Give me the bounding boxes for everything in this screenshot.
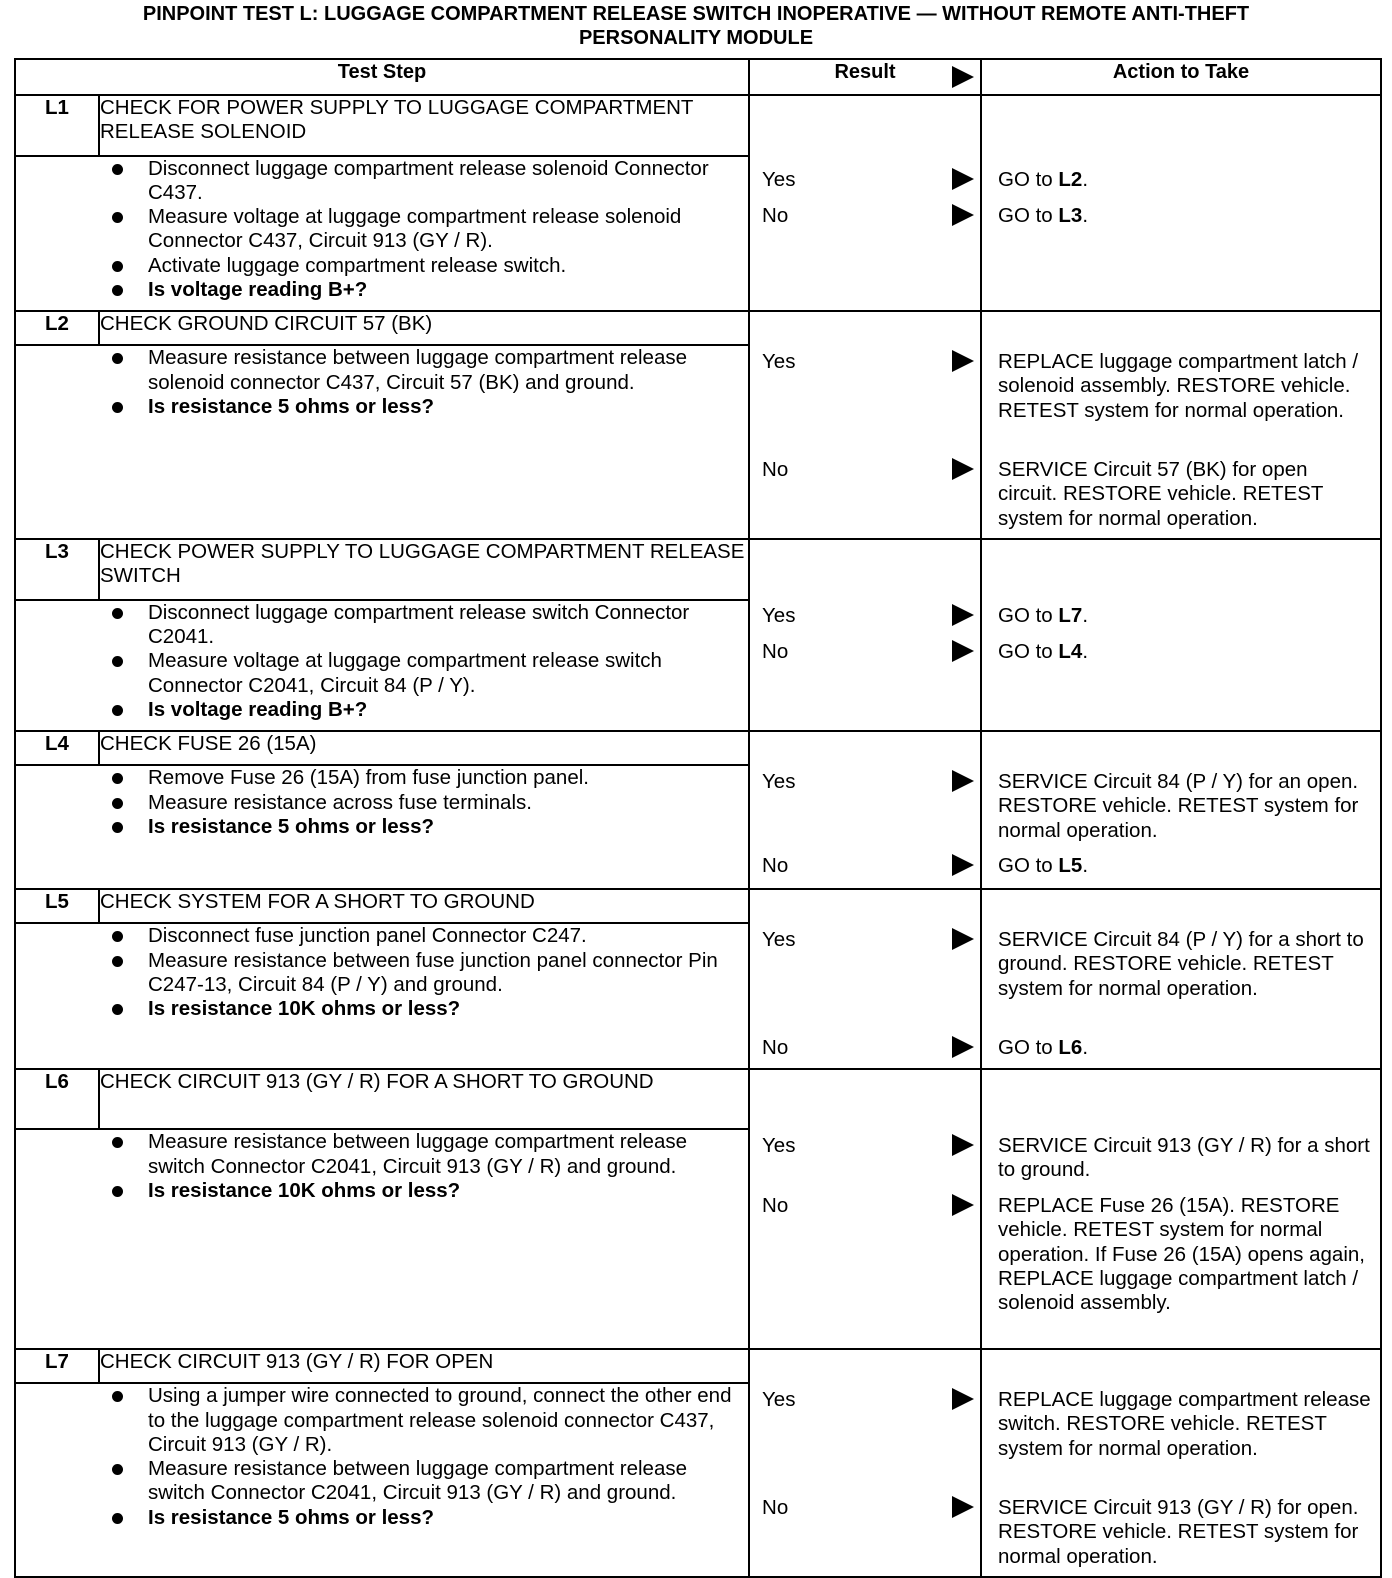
action-text [982, 1036, 1380, 1060]
arrow-right-icon [952, 928, 974, 950]
step-question: Is resistance 10K ohms or less? [56, 997, 748, 1021]
result-no [750, 204, 980, 228]
step-bullet: Remove Fuse 26 (15A) from fuse junction panel. [56, 766, 748, 790]
action-instruction: SERVICE Circuit 84 (P / Y) for an open. RESTORE vehicle. RETEST system for normal operation. [998, 770, 1359, 842]
action-instruction: GO to [998, 168, 1059, 191]
step-bullet: Measure voltage at luggage compartment release solenoid Connector C437, Circuit 913 (GY / R). [56, 205, 748, 254]
action-step-ref: L5 [1058, 854, 1083, 877]
title-line-1: PINPOINT TEST L: LUGGAGE COMPARTMENT RELEASE SWITCH INOPERATIVE — WITHOUT REMOTE ANTI-THEFT [142, 3, 1250, 25]
result-list [750, 1350, 980, 1576]
action-tail: . [1082, 168, 1089, 191]
action-instruction: GO to [998, 1036, 1059, 1059]
title-line-2: PERSONALITY MODULE [578, 27, 814, 49]
step-title: CHECK CIRCUIT 913 (GY / R) FOR OPEN [99, 1349, 749, 1383]
arrow-right-icon [952, 640, 974, 662]
action-instruction: GO to [998, 640, 1059, 663]
step-bullets [16, 157, 748, 303]
arrow-right-icon [952, 458, 974, 480]
result-yes [750, 770, 980, 794]
arrow-right-icon [952, 1194, 974, 1216]
result-yes [750, 168, 980, 192]
action-instruction: SERVICE Circuit 913 (GY / R) for open. RESTORE vehicle. RETEST system for normal operation. [998, 1496, 1359, 1568]
step-title-row [15, 1349, 1381, 1383]
arrow-right-icon [952, 350, 974, 372]
action-step-ref: L3 [1058, 204, 1083, 227]
action-text [982, 1134, 1380, 1183]
action-cell [981, 95, 1381, 311]
result-cell [749, 889, 981, 1069]
step-title: CHECK FUSE 26 (15A) [99, 731, 749, 765]
arrow-right-icon [952, 1388, 974, 1410]
result-yes [750, 604, 980, 628]
result-no [750, 640, 980, 664]
arrow-right-icon [952, 168, 974, 190]
action-text [982, 204, 1380, 228]
result-label: Yes [762, 604, 796, 627]
action-text [982, 770, 1380, 843]
action-text [982, 1388, 1380, 1461]
result-cell [749, 539, 981, 731]
arrow-right-icon [952, 604, 974, 626]
action-text [982, 640, 1380, 664]
step-id: L2 [15, 311, 99, 345]
step-id: L5 [15, 889, 99, 923]
step-title-row [15, 889, 1381, 923]
result-label: Yes [762, 168, 796, 191]
header-result-label: Result [834, 61, 896, 83]
action-step-ref: L6 [1058, 1036, 1083, 1059]
arrow-right-icon [952, 66, 974, 88]
action-list [982, 96, 1380, 310]
step-bullets [16, 924, 748, 1021]
action-instruction: SERVICE Circuit 913 (GY / R) for a short to ground. [998, 1134, 1370, 1182]
step-bullet: Measure resistance between fuse junction panel connector Pin C247-13, Circuit 84 (P / Y) and ground. [56, 949, 748, 998]
result-label: Yes [762, 350, 796, 373]
result-label: No [762, 1496, 789, 1519]
action-instruction: REPLACE Fuse 26 (15A). RESTORE vehicle. RETEST system for normal operation. If Fuse 26 (15A) opens again, REPLACE luggage compartment latch / solenoid assembly. [998, 1194, 1365, 1315]
action-step-ref: L4 [1058, 640, 1083, 663]
action-text [982, 168, 1380, 192]
arrow-right-icon [952, 770, 974, 792]
arrow-right-icon [952, 1036, 974, 1058]
pinpoint-test-table [14, 58, 1382, 1578]
result-no [750, 854, 980, 878]
arrow-right-icon [952, 204, 974, 226]
result-cell [749, 95, 981, 311]
action-cell [981, 1349, 1381, 1577]
step-title: CHECK FOR POWER SUPPLY TO LUGGAGE COMPARTMENT RELEASE SOLENOID [99, 95, 749, 156]
action-cell [981, 539, 1381, 731]
action-text [982, 928, 1380, 1001]
step-body [15, 1383, 749, 1577]
action-instruction: REPLACE luggage compartment release switch. RESTORE vehicle. RETEST system for normal operation. [998, 1388, 1371, 1460]
result-label: Yes [762, 1134, 796, 1157]
step-bullets [16, 346, 748, 419]
step-question: Is resistance 5 ohms or less? [56, 395, 748, 419]
step-title: CHECK POWER SUPPLY TO LUGGAGE COMPARTMENT RELEASE SWITCH [99, 539, 749, 600]
header-row [15, 59, 1381, 95]
step-bullets [16, 1130, 748, 1203]
step-bullet: Activate luggage compartment release switch. [56, 254, 748, 278]
action-instruction: GO to [998, 854, 1059, 877]
step-title-row [15, 539, 1381, 600]
result-list [750, 732, 980, 888]
step-id: L1 [15, 95, 99, 156]
step-body [15, 1129, 749, 1349]
action-instruction: GO to [998, 604, 1059, 627]
arrow-right-icon [952, 1496, 974, 1518]
step-body [15, 345, 749, 539]
header-test-step: Test Step [15, 59, 749, 95]
action-list [982, 732, 1380, 888]
action-instruction: SERVICE Circuit 57 (BK) for open circuit. RESTORE vehicle. RETEST system for normal operation. [998, 458, 1324, 530]
action-step-ref: L7 [1058, 604, 1083, 627]
action-cell [981, 731, 1381, 889]
action-step-ref: L2 [1058, 168, 1083, 191]
result-list [750, 312, 980, 538]
result-cell [749, 1069, 981, 1349]
result-cell [749, 311, 981, 539]
result-label: Yes [762, 770, 796, 793]
step-id: L3 [15, 539, 99, 600]
step-bullet: Measure voltage at luggage compartment release switch Connector C2041, Circuit 84 (P / Y). [56, 649, 748, 698]
step-title-row [15, 1069, 1381, 1129]
action-text [982, 458, 1380, 531]
step-title-row [15, 731, 1381, 765]
result-list [750, 1070, 980, 1348]
step-body [15, 600, 749, 731]
step-body [15, 156, 749, 311]
result-no [750, 1036, 980, 1060]
arrow-right-icon [952, 1134, 974, 1156]
header-result [749, 59, 981, 95]
step-body [15, 923, 749, 1069]
action-instruction: GO to [998, 204, 1059, 227]
step-title-row [15, 95, 1381, 156]
action-tail: . [1082, 854, 1089, 877]
action-text [982, 604, 1380, 628]
result-yes [750, 928, 980, 952]
step-id: L6 [15, 1069, 99, 1129]
result-yes [750, 1388, 980, 1412]
step-title: CHECK SYSTEM FOR A SHORT TO GROUND [99, 889, 749, 923]
result-label: No [762, 640, 789, 663]
step-bullet: Measure resistance across fuse terminals. [56, 791, 748, 815]
step-question: Is resistance 5 ohms or less? [56, 1506, 748, 1530]
result-yes [750, 350, 980, 374]
page-title [0, 0, 1392, 52]
action-cell [981, 889, 1381, 1069]
step-id: L7 [15, 1349, 99, 1383]
result-yes [750, 1134, 980, 1158]
step-bullet: Measure resistance between luggage compartment release switch Connector C2041, Circuit 913 (GY / R) and ground. [56, 1457, 748, 1506]
step-question: Is voltage reading B+? [56, 278, 748, 302]
action-text [982, 1194, 1380, 1315]
step-title: CHECK CIRCUIT 913 (GY / R) FOR A SHORT TO GROUND [99, 1069, 749, 1129]
step-title: CHECK GROUND CIRCUIT 57 (BK) [99, 311, 749, 345]
step-body [15, 765, 749, 889]
action-tail: . [1082, 640, 1089, 663]
step-id: L4 [15, 731, 99, 765]
arrow-right-icon [952, 854, 974, 876]
action-cell [981, 1069, 1381, 1349]
result-label: No [762, 854, 789, 877]
action-list [982, 540, 1380, 730]
step-question: Is voltage reading B+? [56, 698, 748, 722]
step-bullets [16, 766, 748, 839]
result-label: Yes [762, 1388, 796, 1411]
result-cell [749, 1349, 981, 1577]
result-label: No [762, 1194, 789, 1217]
result-cell [749, 731, 981, 889]
result-label: Yes [762, 928, 796, 951]
action-list [982, 890, 1380, 1068]
action-cell [981, 311, 1381, 539]
result-no [750, 1496, 980, 1520]
result-label: No [762, 458, 789, 481]
action-tail: . [1082, 604, 1089, 627]
step-title-row [15, 311, 1381, 345]
action-tail: . [1082, 1036, 1089, 1059]
step-bullet: Disconnect luggage compartment release switch Connector C2041. [56, 601, 748, 650]
action-text [982, 854, 1380, 878]
action-instruction: SERVICE Circuit 84 (P / Y) for a short to ground. RESTORE vehicle. RETEST system for normal operation. [998, 928, 1364, 1000]
step-bullets [16, 601, 748, 722]
header-action: Action to Take [981, 59, 1381, 95]
step-bullet: Disconnect fuse junction panel Connector C247. [56, 924, 748, 948]
action-list [982, 312, 1380, 538]
step-bullet: Measure resistance between luggage compartment release solenoid connector C437, Circuit 57 (BK) and ground. [56, 346, 748, 395]
result-label: No [762, 1036, 789, 1059]
action-text [982, 1496, 1380, 1569]
result-no [750, 458, 980, 482]
steps-body [15, 95, 1381, 1577]
action-instruction: REPLACE luggage compartment latch / solenoid assembly. RESTORE vehicle. RETEST system for normal operation. [998, 350, 1359, 422]
action-list [982, 1070, 1380, 1348]
result-list [750, 890, 980, 1068]
action-tail: . [1082, 204, 1089, 227]
step-question: Is resistance 5 ohms or less? [56, 815, 748, 839]
step-bullet: Disconnect luggage compartment release solenoid Connector C437. [56, 157, 748, 206]
result-list [750, 540, 980, 730]
action-list [982, 1350, 1380, 1576]
result-no [750, 1194, 980, 1218]
step-bullet: Measure resistance between luggage compartment release switch Connector C2041, Circuit 913 (GY / R) and ground. [56, 1130, 748, 1179]
step-bullets [16, 1384, 748, 1530]
action-text [982, 350, 1380, 423]
result-list [750, 96, 980, 310]
result-label: No [762, 204, 789, 227]
step-question: Is resistance 10K ohms or less? [56, 1179, 748, 1203]
step-bullet: Using a jumper wire connected to ground, connect the other end to the luggage compartment release solenoid connector C437, Circuit 913 (GY / R). [56, 1384, 748, 1457]
